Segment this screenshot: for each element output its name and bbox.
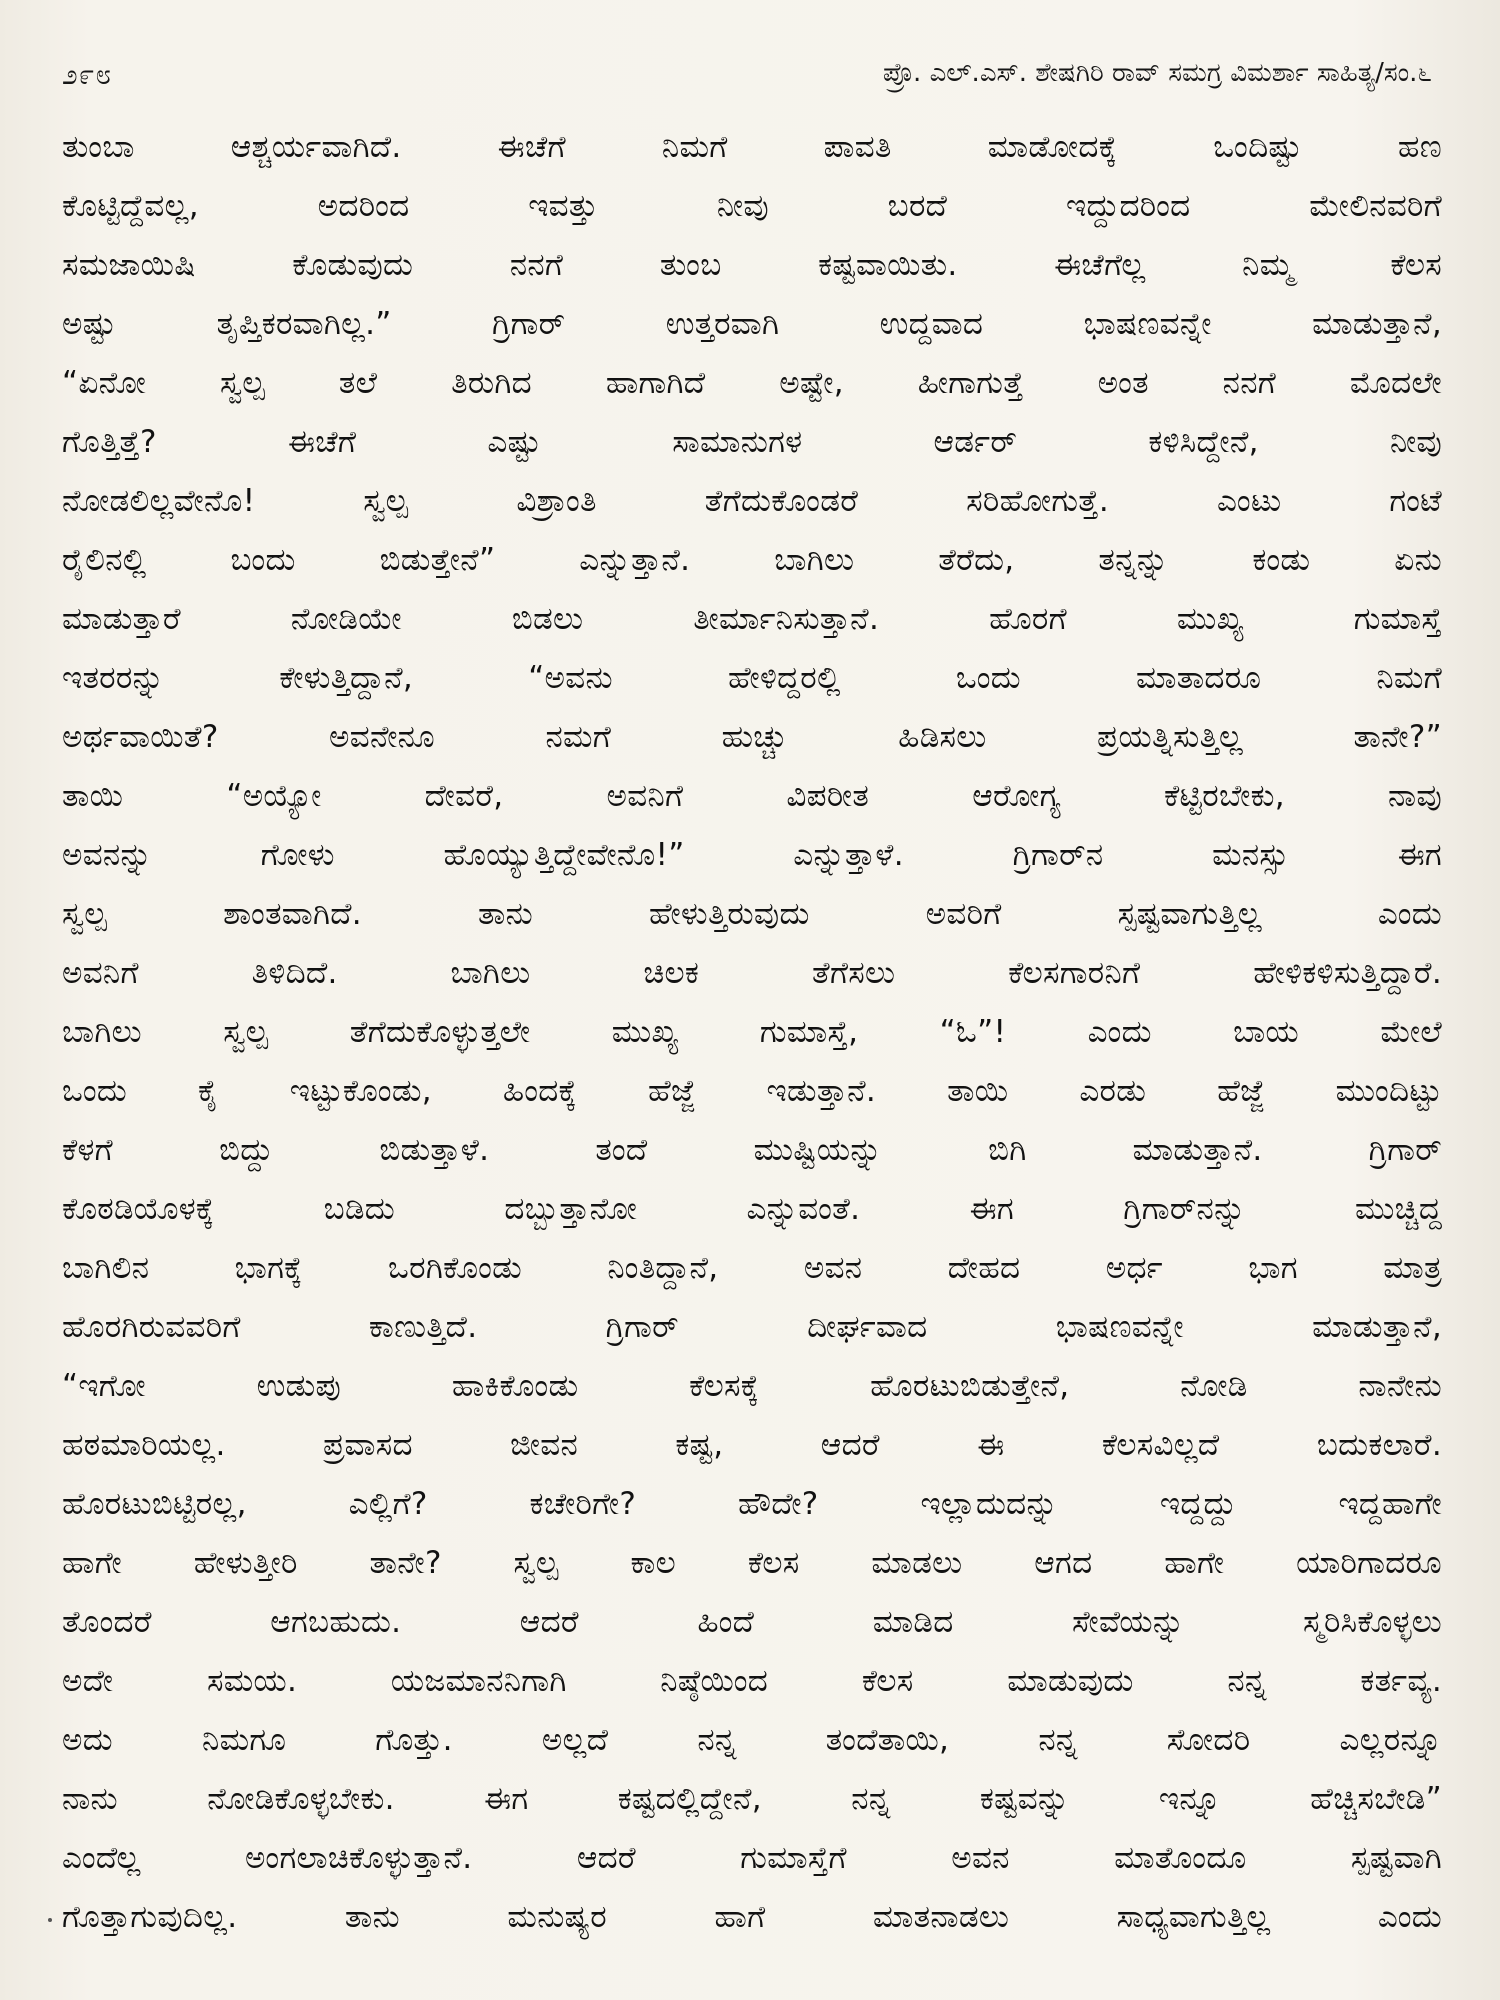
text-line: ಸ್ವಲ್ಪ ಶಾಂತವಾಗಿದೆ. ತಾನು ಹೇಳುತ್ತಿರುವುದು ಅವರಿಗೆ ಸ್ಪಷ್ಟವಾಗುತ್ತಿಲ್ಲ ಎಂದು bbox=[62, 896, 1442, 932]
text-line: ತುಂಬಾ ಆಶ್ಚರ್ಯವಾಗಿದೆ. ಈಚೆಗೆ ನಿಮಗೆ ಪಾವತಿ ಮಾಡೋದಕ್ಕೆ ಒಂದಿಷ್ಟು ಹಣ bbox=[62, 129, 1442, 165]
text-line: ಇತರರನ್ನು ಕೇಳುತ್ತಿದ್ದಾನೆ, “ಅವನು ಹೇಳಿದ್ದರಲ್ಲಿ ಒಂದು ಮಾತಾದರೂ ನಿಮಗೆ bbox=[62, 660, 1442, 696]
text-line: “ಏನೋ ಸ್ವಲ್ಪ ತಲೆ ತಿರುಗಿದ ಹಾಗಾಗಿದೆ ಅಷ್ಟೇ, ಹೀಗಾಗುತ್ತೆ ಅಂತ ನನಗೆ ಮೊದಲೇ bbox=[62, 365, 1442, 401]
text-line: ಅವನನ್ನು ಗೋಳು ಹೊಯ್ಯುತ್ತಿದ್ದೇವೇನೊ!” ಎನ್ನುತ್ತಾಳೆ. ಗ್ರಿಗಾರ್‌ನ ಮನಸ್ಸು ಈಗ bbox=[62, 837, 1442, 873]
text-line: ಮಾಡುತ್ತಾರೆ ನೋಡಿಯೇ ಬಿಡಲು ತೀರ್ಮಾನಿಸುತ್ತಾನೆ. ಹೊರಗೆ ಮುಖ್ಯ ಗುಮಾಸ್ತೆ bbox=[62, 601, 1442, 637]
text-line: ಹಾಗೇ ಹೇಳುತ್ತೀರಿ ತಾನೇ? ಸ್ವಲ್ಪ ಕಾಲ ಕೆಲಸ ಮಾಡಲು ಆಗದ ಹಾಗೇ ಯಾರಿಗಾದರೂ bbox=[62, 1545, 1442, 1581]
text-line: ಗೊತ್ತಾಗುವುದಿಲ್ಲ. ತಾನು ಮನುಷ್ಯರ ಹಾಗೆ ಮಾತನಾಡಲು ಸಾಧ್ಯವಾಗುತ್ತಿಲ್ಲ ಎಂದು bbox=[62, 1899, 1442, 1935]
print-speck bbox=[48, 1918, 52, 1922]
text-line: ಕೊಟ್ಟಿದ್ದೆವಲ್ಲ, ಅದರಿಂದ ಇವತ್ತು ನೀವು ಬರದೆ ಇದ್ದುದರಿಂದ ಮೇಲಿನವರಿಗೆ bbox=[62, 188, 1442, 224]
text-line: ಕೆಳಗೆ ಬಿದ್ದು ಬಿಡುತ್ತಾಳೆ. ತಂದೆ ಮುಷ್ಟಿಯನ್ನು ಬಿಗಿ ಮಾಡುತ್ತಾನೆ. ಗ್ರಿಗಾರ್ bbox=[62, 1132, 1442, 1168]
text-line: “ಇಗೋ ಉಡುಪು ಹಾಕಿಕೊಂಡು ಕೆಲಸಕ್ಕೆ ಹೊರಟುಬಿಡುತ್ತೇನೆ, ನೋಡಿ ನಾನೇನು bbox=[62, 1368, 1442, 1404]
page-number: ೨೯೮ bbox=[62, 58, 113, 91]
text-line: ಬಾಗಿಲಿನ ಭಾಗಕ್ಕೆ ಒರಗಿಕೊಂಡು ನಿಂತಿದ್ದಾನೆ, ಅವನ ದೇಹದ ಅರ್ಧ ಭಾಗ ಮಾತ್ರ bbox=[62, 1250, 1442, 1286]
page-header bbox=[62, 52, 1442, 102]
text-line: ಹೊರಟುಬಿಟ್ಟಿರಲ್ಲ, ಎಲ್ಲಿಗೆ? ಕಚೇರಿಗೇ? ಹೌದೇ? ಇಲ್ಲಾದುದನ್ನು ಇದ್ದದ್ದು ಇದ್ದಹಾಗೇ bbox=[62, 1486, 1442, 1522]
text-line: ತಾಯಿ “ಅಯ್ಯೋ ದೇವರೆ, ಅವನಿಗೆ ವಿಪರೀತ ಆರೋಗ್ಯ ಕೆಟ್ಟಿರಬೇಕು, ನಾವು bbox=[62, 778, 1442, 814]
text-line: ರೈಲಿನಲ್ಲಿ ಬಂದು ಬಿಡುತ್ತೇನೆ” ಎನ್ನುತ್ತಾನೆ. ಬಾಗಿಲು ತೆರೆದು, ತನ್ನನ್ನು ಕಂಡು ಏನು bbox=[62, 542, 1442, 578]
text-line: ಒಂದು ಕೈ ಇಟ್ಟುಕೊಂಡು, ಹಿಂದಕ್ಕೆ ಹೆಜ್ಜೆ ಇಡುತ್ತಾನೆ. ತಾಯಿ ಎರಡು ಹೆಜ್ಜೆ ಮುಂದಿಟ್ಟು bbox=[62, 1073, 1442, 1109]
text-line: ಅಷ್ಟು ತೃಪ್ತಿಕರವಾಗಿಲ್ಲ.” ಗ್ರಿಗಾರ್ ಉತ್ತರವಾಗಿ ಉದ್ದವಾದ ಭಾಷಣವನ್ನೇ ಮಾಡುತ್ತಾನೆ, bbox=[62, 306, 1442, 342]
text-line: ಅರ್ಥವಾಯಿತೆ? ಅವನೇನೂ ನಮಗೆ ಹುಚ್ಚು ಹಿಡಿಸಲು ಪ್ರಯತ್ನಿಸುತ್ತಿಲ್ಲ ತಾನೇ?” bbox=[62, 719, 1442, 755]
text-line: ಅದೇ ಸಮಯ. ಯಜಮಾನನಿಗಾಗಿ ನಿಷ್ಠೆಯಿಂದ ಕೆಲಸ ಮಾಡುವುದು ನನ್ನ ಕರ್ತವ್ಯ. bbox=[62, 1663, 1442, 1699]
text-line: ಎಂದೆಲ್ಲ ಅಂಗಲಾಚಿಕೊಳ್ಳುತ್ತಾನೆ. ಆದರೆ ಗುಮಾಸ್ತೆಗೆ ಅವನ ಮಾತೊಂದೂ ಸ್ಪಷ್ಟವಾಗಿ bbox=[62, 1840, 1442, 1876]
text-line: ಬಾಗಿಲು ಸ್ವಲ್ಪ ತೆಗೆದುಕೊಳ್ಳುತ್ತಲೇ ಮುಖ್ಯ ಗುಮಾಸ್ತೆ, “ಓ”! ಎಂದು ಬಾಯ ಮೇಲೆ bbox=[62, 1014, 1442, 1050]
text-line: ಅದು ನಿಮಗೂ ಗೊತ್ತು. ಅಲ್ಲದೆ ನನ್ನ ತಂದೆತಾಯಿ, ನನ್ನ ಸೋದರಿ ಎಲ್ಲರನ್ನೂ bbox=[62, 1722, 1442, 1758]
text-line: ಸಮಜಾಯಿಷಿ ಕೊಡುವುದು ನನಗೆ ತುಂಬ ಕಷ್ಟವಾಯಿತು. ಈಚೆಗೆಲ್ಲ ನಿಮ್ಮ ಕೆಲಸ bbox=[62, 247, 1442, 283]
text-line: ಹೊರಗಿರುವವರಿಗೆ ಕಾಣುತ್ತಿದೆ. ಗ್ರಿಗಾರ್ ದೀರ್ಘವಾದ ಭಾಷಣವನ್ನೇ ಮಾಡುತ್ತಾನೆ, bbox=[62, 1309, 1442, 1345]
text-line: ಕೊಠಡಿಯೊಳಕ್ಕೆ ಬಡಿದು ದಬ್ಬುತ್ತಾನೋ ಎನ್ನುವಂತೆ. ಈಗ ಗ್ರಿಗಾರ್‌ನನ್ನು ಮುಚ್ಚಿದ್ದ bbox=[62, 1191, 1442, 1227]
text-line: ನೋಡಲಿಲ್ಲವೇನೊ! ಸ್ವಲ್ಪ ವಿಶ್ರಾಂತಿ ತೆಗೆದುಕೊಂಡರೆ ಸರಿಹೋಗುತ್ತೆ. ಎಂಟು ಗಂಟೆ bbox=[62, 483, 1442, 519]
body-text bbox=[62, 118, 1442, 1947]
text-line: ಗೊತ್ತಿತ್ತೆ? ಈಚೆಗೆ ಎಷ್ಟು ಸಾಮಾನುಗಳ ಆರ್ಡರ್ ಕಳಿಸಿದ್ದೇನೆ, ನೀವು bbox=[62, 424, 1442, 460]
running-title: ಪ್ರೊ. ಎಲ್.ಎಸ್. ಶೇಷಗಿರಿ ರಾವ್ ಸಮಗ್ರ ವಿಮರ್ಶಾ ಸಾಹಿತ್ಯ/ಸಂ.೬ bbox=[882, 58, 1432, 88]
text-line: ಅವನಿಗೆ ತಿಳಿದಿದೆ. ಬಾಗಿಲು ಚಿಲಕ ತೆಗೆಸಲು ಕೆಲಸಗಾರನಿಗೆ ಹೇಳಿಕಳಿಸುತ್ತಿದ್ದಾರೆ. bbox=[62, 955, 1442, 991]
text-line: ಹಠಮಾರಿಯಲ್ಲ. ಪ್ರವಾಸದ ಜೀವನ ಕಷ್ಟ, ಆದರೆ ಈ ಕೆಲಸವಿಲ್ಲದೆ ಬದುಕಲಾರೆ. bbox=[62, 1427, 1442, 1463]
text-line: ನಾನು ನೋಡಿಕೊಳ್ಳಬೇಕು. ಈಗ ಕಷ್ಟದಲ್ಲಿದ್ದೇನೆ, ನನ್ನ ಕಷ್ಟವನ್ನು ಇನ್ನೂ ಹೆಚ್ಚಿಸಬೇಡಿ” bbox=[62, 1781, 1442, 1817]
text-line: ತೊಂದರೆ ಆಗಬಹುದು. ಆದರೆ ಹಿಂದೆ ಮಾಡಿದ ಸೇವೆಯನ್ನು ಸ್ಮರಿಸಿಕೊಳ್ಳಲು bbox=[62, 1604, 1442, 1640]
